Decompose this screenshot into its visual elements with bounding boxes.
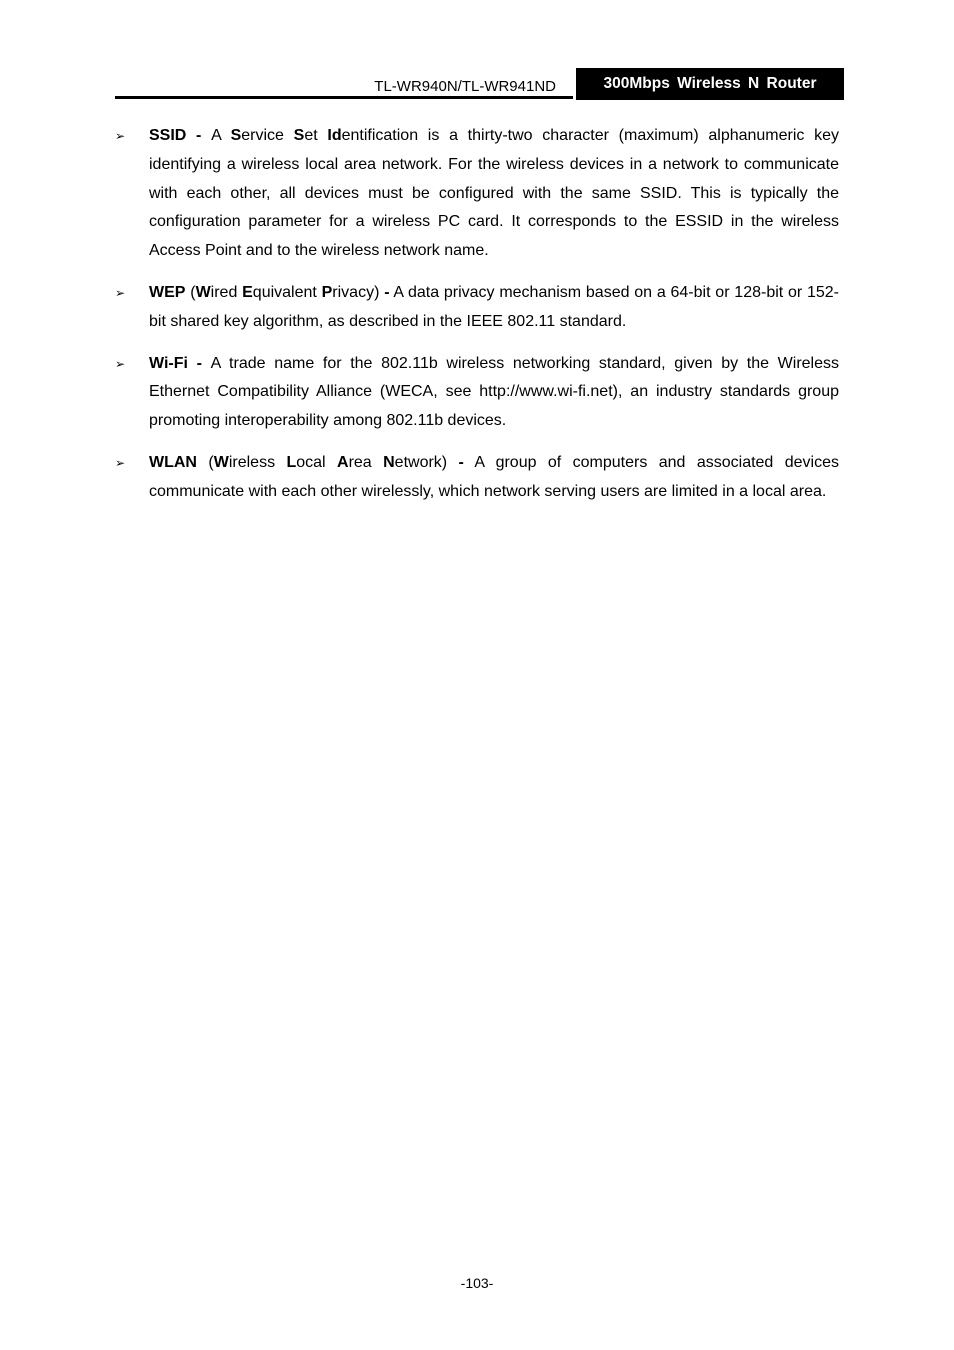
definition-text-fragment: etwork) xyxy=(394,453,459,471)
definition-text-fragment: ( xyxy=(190,283,196,301)
definition-bold-fragment: S xyxy=(230,127,242,144)
arrow-bullet-icon: ➢ xyxy=(115,285,126,300)
definition-text-fragment: ervice xyxy=(241,127,294,144)
page-number: -103- xyxy=(460,1275,494,1291)
glossary-term: WEP xyxy=(149,283,186,301)
definition-text-fragment: ired xyxy=(210,283,243,301)
definition-text-fragment: A data privacy mechanism based on a 64-bit or 128-bit or 152-bit shared key algorithm, as described in the IEEE 802.11 standard. xyxy=(149,283,840,330)
header-model: TL-WR940N/TL-WR941ND xyxy=(374,78,556,95)
definition-text-fragment: quivalent xyxy=(252,283,322,301)
definition-bold-fragment: S xyxy=(293,127,305,144)
term-separator: - xyxy=(187,354,211,372)
definition-bold-fragment: P xyxy=(321,283,333,301)
definition-text-fragment: rivacy) xyxy=(332,283,385,301)
definition-bold-fragment: - xyxy=(458,453,464,471)
definition-text-fragment: ocal xyxy=(296,453,338,471)
header-product-tag: 300Mbps Wireless N Router xyxy=(573,68,844,100)
definition-bold-fragment: N xyxy=(383,453,395,471)
glossary-definition xyxy=(149,279,839,337)
glossary-entry xyxy=(115,449,839,507)
definition-bold-fragment: L xyxy=(286,453,297,471)
glossary-definition xyxy=(149,350,839,436)
definition-bold-fragment: W xyxy=(213,453,229,471)
term-separator: - xyxy=(186,127,212,144)
definition-text-fragment: ( xyxy=(208,453,214,471)
definition-text-fragment: rea xyxy=(348,453,384,471)
definition-bold-fragment: - xyxy=(384,283,390,301)
arrow-bullet-icon: ➢ xyxy=(115,129,126,143)
definition-text-fragment: et xyxy=(304,127,328,144)
glossary-term: WLAN xyxy=(149,453,197,471)
definition-bold-fragment: Id xyxy=(327,127,342,144)
definition-bold-fragment: A xyxy=(337,453,349,471)
glossary-list xyxy=(115,122,839,520)
page-header xyxy=(115,68,844,100)
arrow-bullet-icon: ➢ xyxy=(115,356,126,371)
glossary-entry xyxy=(115,279,839,337)
glossary-term: SSID xyxy=(149,127,187,144)
definition-bold-fragment: W xyxy=(195,283,211,301)
glossary-term: Wi-Fi xyxy=(149,354,188,372)
glossary-entry xyxy=(115,350,839,436)
glossary-definition xyxy=(149,122,839,266)
definition-text-fragment: A group of computers and associated devices communicate with each other wirelessly, which network serving users are limited in a local area. xyxy=(149,453,839,500)
glossary-definition xyxy=(149,449,839,507)
definition-text-fragment: A trade name for the 802.11b wireless networking standard, given by the Wireless Ethernet Compatibility Alliance (WECA, see http://www.wi-fi.net), an industry standards group promoting interoperability among 802.11b devices. xyxy=(149,354,839,430)
arrow-bullet-icon: ➢ xyxy=(115,455,126,470)
definition-text-fragment: A xyxy=(211,127,231,144)
definition-text-fragment: ireless xyxy=(228,453,287,471)
definition-bold-fragment: E xyxy=(242,283,253,301)
definition-text-fragment: entification is a thirty-two character (maximum) alphanumeric key identifying a wireless local area network. For the wireless devices in a network to communicate with each other, all devices must be configured with the same SSID. This is typically the configuration parameter for a wireless PC card. It corresponds to the ESSID in the wireless Access Point and to the wireless network name. xyxy=(149,127,840,260)
glossary-entry xyxy=(115,122,839,266)
